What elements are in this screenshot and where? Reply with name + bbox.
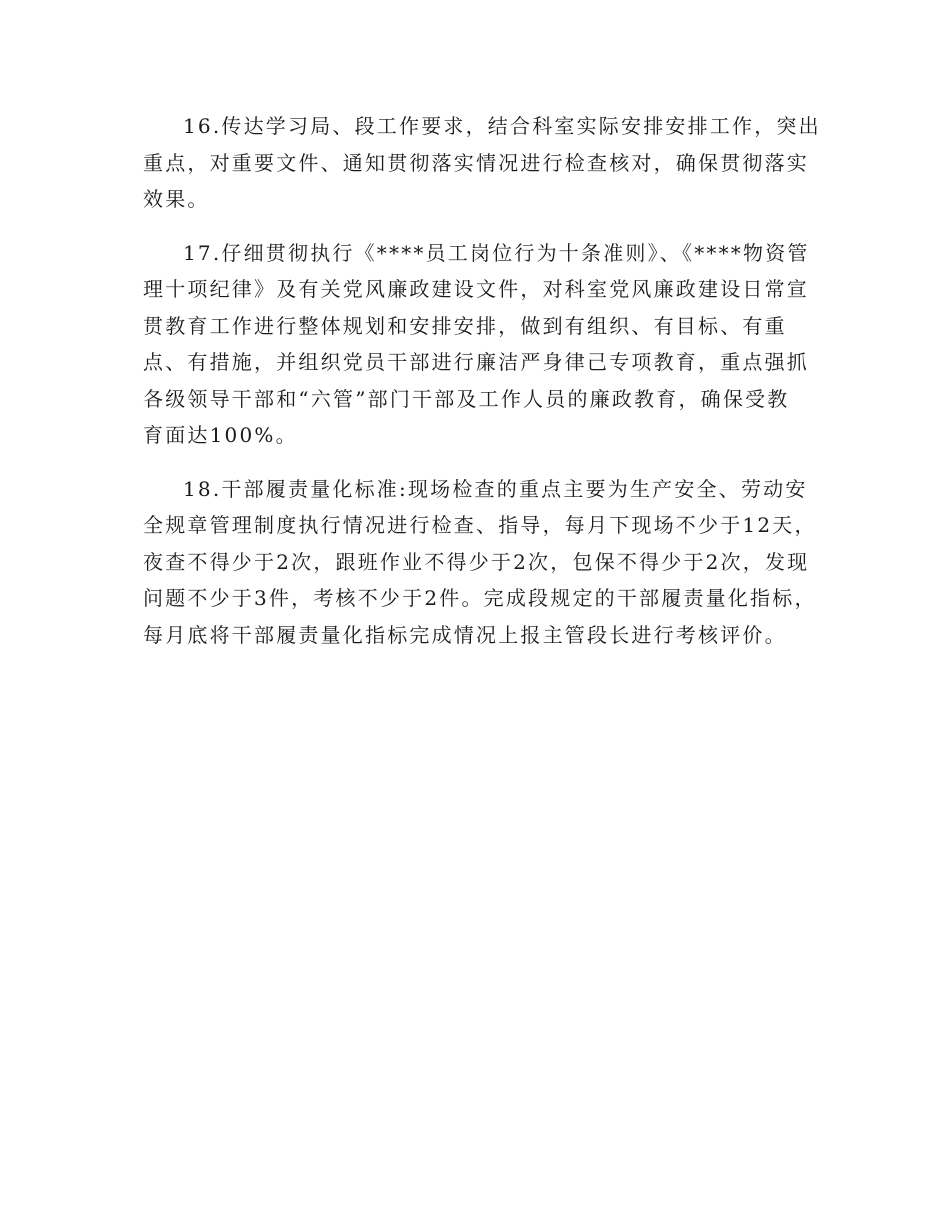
paragraph-17 bbox=[143, 235, 811, 454]
paragraph-line: 16.传达学习局、段工作要求，结合科室实际安排安排工作，突出 bbox=[183, 114, 821, 138]
paragraph-line: 18.干部履责量化标准:现场检查的重点主要为生产安全、劳动安 bbox=[183, 476, 808, 501]
paragraph-line: 问题不少于3件，考核不少于2件。完成段规定的干部履责量化指标， bbox=[143, 586, 817, 610]
paragraph-line: 贯教育工作进行整体规划和安排安排，做到有组织、有目标、有重 bbox=[143, 313, 787, 338]
paragraph-18 bbox=[143, 471, 817, 654]
paragraph-line: 每月底将干部履责量化指标完成情况上报主管段长进行考核评价。 bbox=[143, 622, 787, 647]
paragraph-16 bbox=[143, 108, 821, 218]
document-body bbox=[143, 108, 821, 670]
paragraph-line: 育面达100%。 bbox=[143, 423, 298, 447]
paragraph-line: 效果。 bbox=[143, 187, 210, 211]
paragraph-line: 17.仔细贯彻执行《****员工岗位行为十条准则》、《****物资管 bbox=[183, 240, 810, 265]
paragraph-line: 各级领导干部和“六管”部门干部及工作人员的廉政教育，确保受教 bbox=[143, 386, 790, 411]
paragraph-line: 全规章管理制度执行情况进行检查、指导，每月下现场不少于12天， bbox=[143, 513, 817, 537]
paragraph-line: 理十项纪律》及有关党风廉政建设文件，对科室党风廉政建设日常宣 bbox=[143, 277, 809, 301]
paragraph-line: 夜查不得少于2次，跟班作业不得少于2次，包保不得少于2次，发现 bbox=[143, 549, 810, 574]
paragraph-line: 点、有措施，并组织党员干部进行廉洁严身律己专项教育，重点强抓 bbox=[143, 350, 809, 374]
paragraph-line: 重点，对重要文件、通知贯彻落实情况进行检查核对，确保贯彻落实 bbox=[143, 150, 809, 175]
